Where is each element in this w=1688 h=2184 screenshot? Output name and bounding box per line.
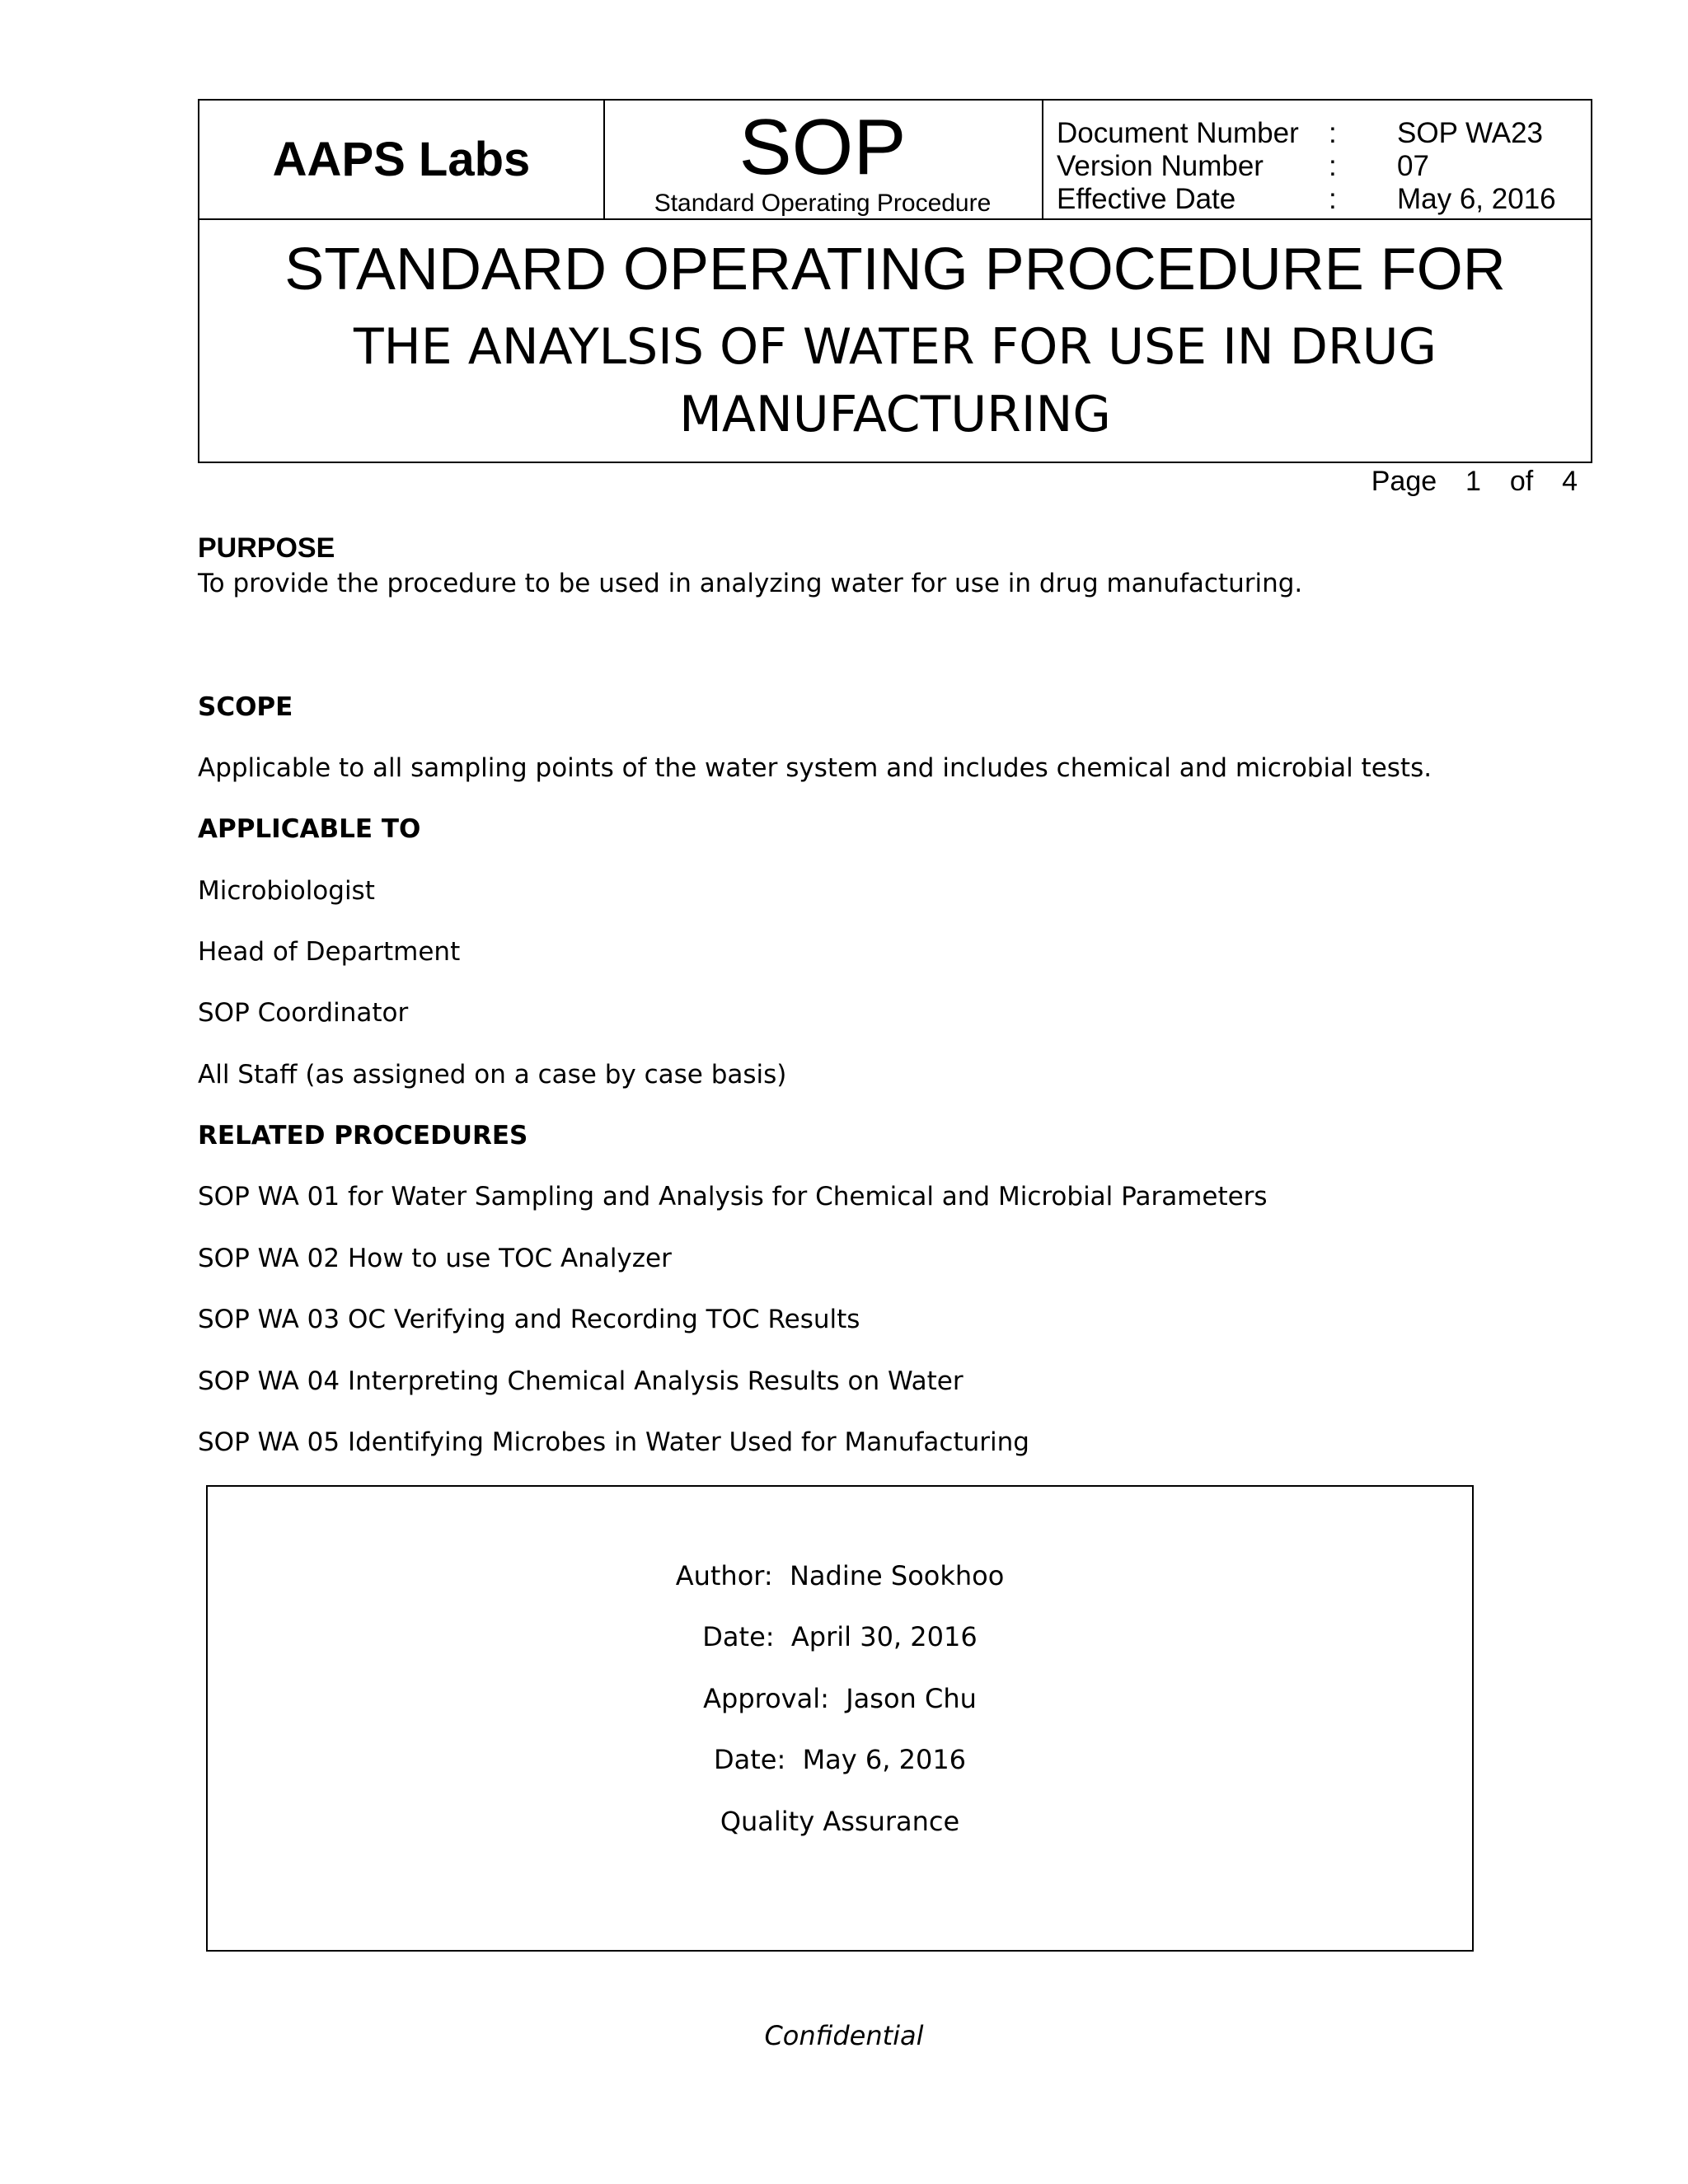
related-procedure-item: SOP WA 03 OC Verifying and Recording TOC Results [198,1305,860,1334]
meta-colon: : [1329,150,1337,182]
author-line: Author: Nadine Sookhoo [675,1560,1005,1591]
confidential-footer: Confidential [764,2020,924,2051]
meta-row-effective-date [1057,183,1584,216]
purpose-text: To provide the procedure to be used in analyzing water for use in drug manufacturing. [198,569,1303,598]
document-title: STANDARD OPERATING PROCEDURE FOR [284,237,1506,302]
purpose-heading: PURPOSE [198,532,335,564]
meta-value: SOP WA23 [1397,117,1544,149]
signoff-box [206,1485,1474,1952]
subtitle-line-1: THE ANAYLSIS OF WATER FOR USE IN DRUG [353,318,1437,376]
meta-value: May 6, 2016 [1397,183,1556,215]
related-procedure-item: SOP WA 05 Identifying Microbes in Water Used for Manufacturing [198,1427,1029,1457]
document-subtitle [199,313,1591,448]
applicable-item: Microbiologist [198,876,375,906]
related-procedure-item: SOP WA 02 How to use TOC Analyzer [198,1244,672,1273]
approval-date-line: Date: May 6, 2016 [713,1744,967,1775]
related-procedure-item: SOP WA 01 for Water Sampling and Analysis for Chemical and Microbial Parameters [198,1182,1268,1212]
related-procedure-item: SOP WA 04 Interpreting Chemical Analysis Results on Water [198,1366,964,1396]
document-metadata [1057,117,1584,216]
applicable-to-heading: APPLICABLE TO [198,814,421,844]
sop-label-cell [603,101,1042,218]
header-divider [1042,101,1043,220]
meta-label: Effective Date [1057,183,1236,215]
meta-value: 07 [1397,150,1429,182]
meta-label: Version Number [1057,150,1264,182]
sop-subtitle: Standard Operating Procedure [654,190,992,217]
applicable-item: All Staff (as assigned on a case by case basis) [198,1060,787,1090]
meta-label: Document Number [1057,117,1299,149]
approval-line: Approval: Jason Chu [703,1683,977,1714]
scope-text: Applicable to all sampling points of the water system and includes chemical and microbial tests. [198,753,1432,783]
meta-row-document-number [1057,117,1584,150]
applicable-item: SOP Coordinator [198,998,409,1028]
sop-title: SOP [738,103,907,191]
page-indicator: Page 1 of 4 [1371,466,1578,497]
header-separator [199,218,1591,220]
author-date-line: Date: April 30, 2016 [702,1621,978,1652]
department-line: Quality Assurance [720,1806,960,1837]
company-name: AAPS Labs [272,133,531,186]
applicable-item: Head of Department [198,937,461,967]
scope-heading: SCOPE [198,692,293,722]
document-header [198,99,1592,463]
related-procedures-heading: RELATED PROCEDURES [198,1121,528,1151]
subtitle-line-2: MANUFACTURING [679,386,1111,443]
meta-row-version-number [1057,150,1584,183]
meta-colon: : [1329,183,1337,215]
meta-colon: : [1329,117,1337,149]
